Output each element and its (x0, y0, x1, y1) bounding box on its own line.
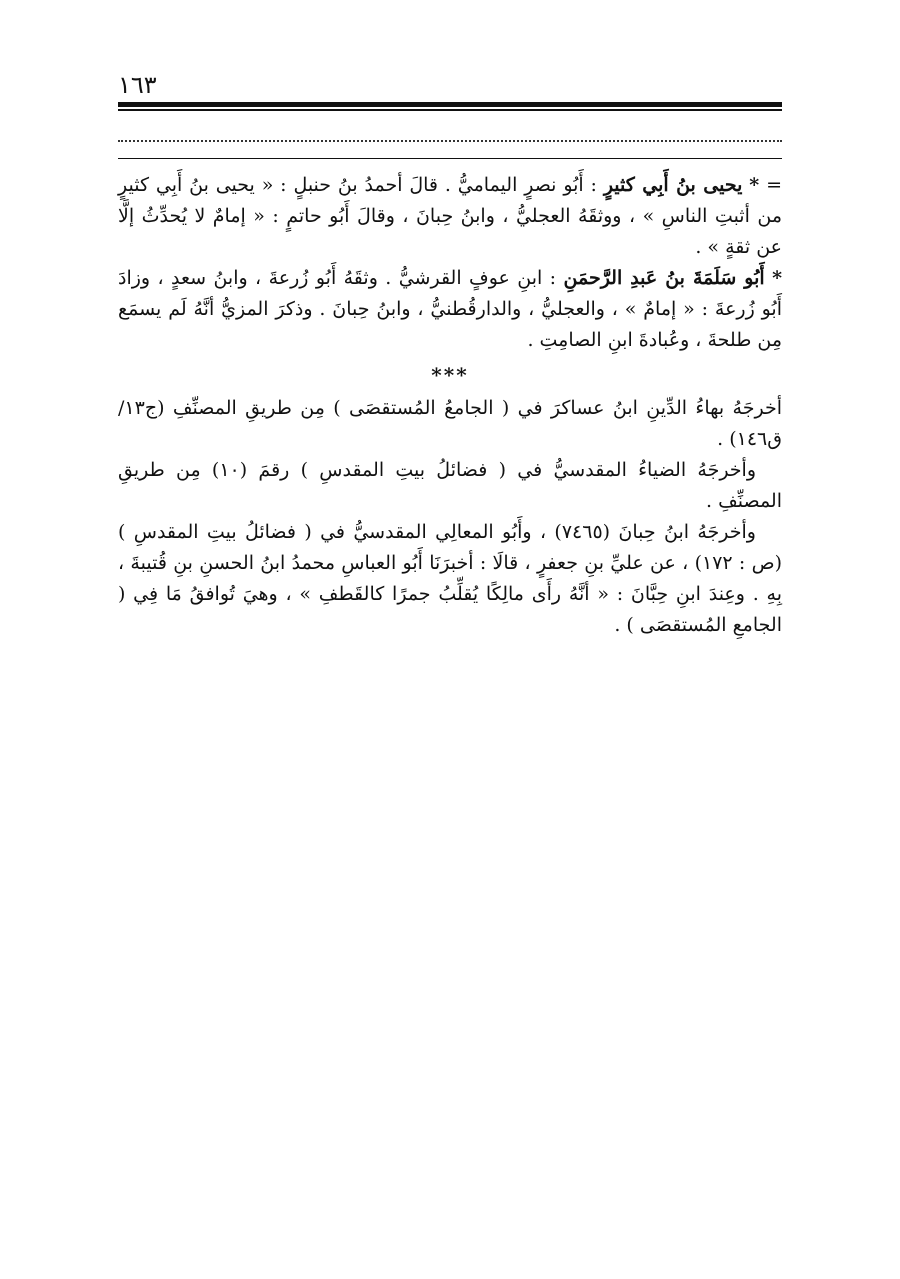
dotted-separator (118, 140, 782, 142)
footnote-rule (118, 158, 782, 159)
header-thin-rule (118, 109, 782, 111)
takhrij-paragraph: أخرجَهُ بهاءُ الدِّينِ ابنُ عساكرَ في ( الجامعُ المُستقصَى ) مِن طريقِ المصنِّفِ (ج١٣/ ق١٤٦) . (118, 397, 782, 450)
footnote-entry-abu-salama (118, 263, 782, 356)
narrator-name: أَبُو سَلَمَةَ بنُ عَبدِ الرَّحمَنِ (563, 267, 765, 289)
header-thick-rule (118, 102, 782, 107)
narrator-text: : ابنِ عوفٍ القرشيُّ . وثقَهُ أَبُو زُرعةَ ، وابنُ سعدٍ ، وزادَ أَبُو زُرعةَ : « إمامٌ » ، والعجليُّ ، والدارقُطنيُّ ، وابنُ حِبانَ . وذكرَ المزيُّ أنَّهُ لَم يسمَع مِن طلحةَ ، وعُبادةَ ابنِ الصامِتِ . (118, 267, 782, 351)
narrator-text: : أَبُو نصرٍ اليماميُّ . قالَ أحمدُ بنُ حنبلٍ : « يحيى بنُ أَبِي كثيرٍ من أثبتِ الناسِ » ، ووثقَهُ العجليُّ ، وابنُ حِبانَ ، وقالَ أَبُو حاتمٍ : « إمامٌ لا يُحدِّثُ إلَّا عن ثقةٍ » . (118, 174, 782, 258)
page-content (118, 170, 782, 641)
narrator-name: يحيى بنُ أَبِي كثيرٍ (603, 174, 743, 196)
star-marker: * (749, 174, 760, 196)
page-number: ١٦٣ (118, 71, 157, 99)
star-marker: * (772, 267, 783, 289)
takhrij-paragraph: وأخرجَهُ ابنُ حِبانَ (٧٤٦٥) ، وأَبُو المعالِي المقدسيُّ في ( فضائلُ بيتِ المقدسِ ) (ص : ١٧٢) ، عن عليِّ بنِ جعفرٍ ، قالَا : أخبرَنَا أَبُو العباسِ محمدُ ابنُ الحسنِ بنِ قُتيبةَ ، بِهِ . وعِندَ ابنِ حِبَّانَ : « أنَّهُ رأَى مالِكًا يُقلِّبُ جمرًا كالقَطفِ » ، وهيَ تُوافقُ مَا فِي ( الجامعِ المُستقصَى ) . (118, 521, 782, 636)
takhrij-paragraph: وأخرجَهُ الضياءُ المقدسيُّ في ( فضائلُ بيتِ المقدسِ ) رقمَ (١٠) مِن طريقِ المصنِّفِ . (118, 459, 782, 512)
footnote-entry-yahya (118, 170, 782, 263)
continuation-mark: = (766, 174, 782, 196)
section-divider: *** (431, 363, 469, 387)
